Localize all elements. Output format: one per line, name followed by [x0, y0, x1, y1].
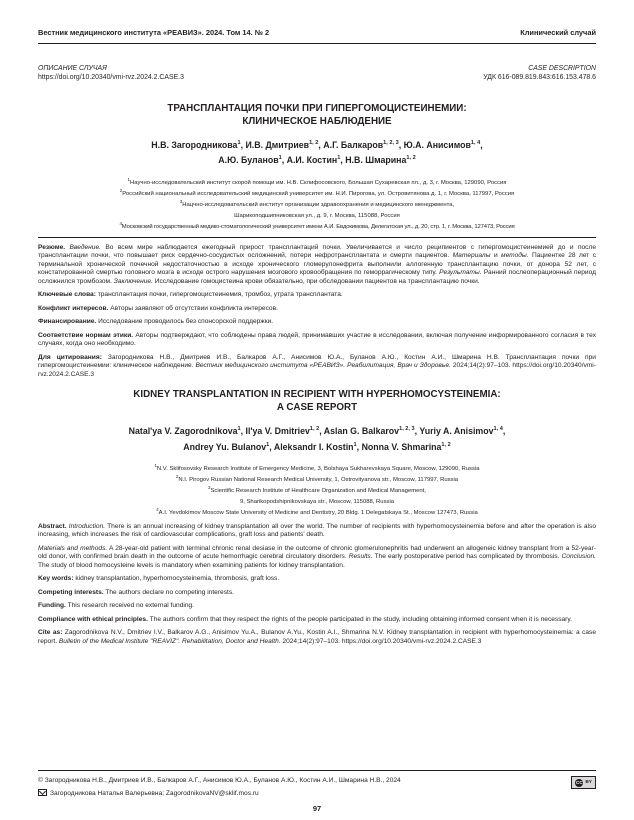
author: Natal'ya V. Zagorodnikova$^1$,	[128, 426, 246, 437]
title-ru-line2: КЛИНИЧЕСКОЕ НАБЛЮДЕНИЕ	[242, 115, 392, 127]
author: А.Ю. Буланов$^1$,	[218, 155, 287, 166]
section-label: Клинический случай	[520, 28, 596, 37]
meta-right	[483, 64, 596, 82]
abstract-en: Abstract. Introduction. There is an annual increasing of kidney transplantation all over the world. The number of recipients with hyperhomocysteinemia before and after the operation is also increasing, which increases the risk of cardiovascular complications, graft loss and patients' death.	[38, 522, 596, 539]
abstract-ru: Резюме. Введение. Во всем мире наблюдается ежегодный прирост трансплантаций почки. Увеличивается и число реципиентов с гипергомоцистеинемией до и после трансплантации почки, что повышает риск сердечно-сосудистых осложнений, потери нефротрансплантата и смерти пациентов. Материалы и методы. Пациентке 28 лет с терминальной хронической почечной недостаточностью в исходе хронического гломерулонефрита выполнили аллогенную трансплантацию почки, от донора 52 лет, с констатированной смертью головного мозга в исходе острого нарушения мозгового кровообращения по геморрагическому типу. Результаты. Ранний послеоперационный период осложнился тромбозом. Заключение. Исследование гомоцистеина крови обязательно, при обследовании пациентов на трансплантацию почки.	[38, 237, 596, 287]
mail-icon	[38, 789, 47, 796]
conflict-ru: Конфликт интересов. Авторы заявляют об отсутствии конфликта интересов.	[38, 304, 278, 312]
cc-by-label: BY	[585, 780, 592, 785]
page-footer	[38, 770, 596, 798]
affiliation: 9, Sharikopodshipnikovskaya str., Moscow, 115088, Russia	[239, 498, 395, 505]
funding-ru: Финансирование. Исследование проводилось без спонсорской поддержки.	[38, 318, 274, 326]
page-number: 97	[312, 804, 322, 813]
journal-name: Вестник медицинского института «РЕАВИЗ». 2024. Том 14. № 2	[38, 28, 270, 37]
affiliation: $^1$N.V. Sklifosovsky Research Institute of Emergency Medicine, 3, Bolshaya Sukharevskaya Square, Moscow, 129090, Russia	[154, 463, 480, 472]
affiliation: $^4$Московский государственный медико-стоматологический университет имени А.И. Евдокимова, Делегатская ул., д. 20, стр. 1, г. Москва, 127473, Россия	[119, 220, 515, 230]
authors-en-line2	[38, 439, 596, 454]
meta-left	[38, 64, 184, 82]
contact-text[interactable]: Загородникова Наталья Валерьевна; ZagorodnikovaNV@sklif.mos.ru	[50, 790, 259, 797]
author: Aslan G. Balkarov$^{1, 2, 3}$,	[323, 426, 420, 437]
author: А.И. Костин$^1$,	[286, 155, 346, 166]
author: Il'ya V. Dmitriev$^{1, 2}$,	[245, 426, 324, 437]
authors-en-line1	[38, 423, 596, 438]
affiliations-ru	[38, 176, 596, 231]
ethics-ru: Соответствие нормам этики. Авторы подтверждают, что соблюдены права людей, принимавших участие в исследовании, включая получение информированного согласия в тех случаях, когда оно необходимо.	[38, 331, 596, 348]
authors-ru-line2	[38, 152, 596, 167]
affiliation: $^3$Нацчно-исследовательский институт организации здравоохранения и медицинского менеджмента,	[179, 198, 455, 208]
keywords-en: Key words: kidney transplantation, hyperhomocysteinemia, thrombosis, graft loss.	[38, 575, 280, 583]
citation-ru: Для цитирования: Загородникова Н.В., Дмитриев И.В., Балкаров А.Г., Анисимов Ю.А., Буланов А.Ю., Костин А.И., Шмарина Н.В. Трансплантация почки при гипергомоцистеинемии: клиническое наблюдение. Вестник медицинского института «РЕАВИЗ». Реабилитация, Врач и Здоровье. 2024;14(2):97–103. https://doi.org/10.20340/vmi-rvz.2024.2.CASE.3	[38, 353, 596, 378]
affiliation: $^4$A.I. Yevdokimov Moscow State University of Medicine and Dentistry, 20 Bldg. 1 Delegatskaya St., Moscow 127473, Russia	[156, 506, 478, 516]
author: А.Г. Балкаров$^{1, 2, 3}$,	[323, 139, 404, 150]
doi-link[interactable]: https://doi.org/10.20340/vmi-rvz.2024.2.CASE.3	[38, 74, 184, 81]
article-type-ru: ОПИСАНИЕ СЛУЧАЯ	[38, 65, 107, 72]
author: Nonna V. Shmarina$^{1, 2}$	[361, 441, 451, 452]
affiliation: $^3$Scientific Research Institute of Healthcare Organization and Medical Management,	[208, 484, 426, 494]
affiliation: $^2$N.I. Pirogov Russian National Research Medical University, 1, Ostrovityanova str., Moscow, 117997, Russia	[175, 474, 459, 483]
author: И.В. Дмитриев$^{1, 2}$,	[245, 139, 324, 150]
competing-en: Competing interests. The authors declare no competing interests.	[38, 588, 234, 596]
title-en	[38, 389, 596, 414]
title-en-line1: KIDNEY TRANSPLANTATION IN RECIPIENT WITH HYPERHOMOCYSTEINEMIA:	[133, 389, 501, 401]
article-meta	[38, 64, 596, 82]
cc-license-badge[interactable]	[571, 776, 596, 789]
author: Ю.А. Анисимов$^{1, 4}$,	[403, 139, 483, 150]
author: Н.В. Шмарина$^{1, 2}$	[345, 155, 416, 166]
authors-ru-line1	[38, 137, 596, 152]
authors-en	[38, 423, 596, 454]
keywords-ru: Ключевые слова: трансплантация почки, гипергомоцистеинемия, тромбоз, утрата трансплантата.	[38, 291, 343, 299]
title-ru-line1: ТРАНСПЛАНТАЦИЯ ПОЧКИ ПРИ ГИПЕРГОМОЦИСТЕИНЕМИИ:	[167, 103, 467, 114]
article-type-en: CASE DESCRIPTION	[528, 65, 596, 72]
title-ru	[38, 103, 596, 128]
author: Aleksandr I. Kostin$^1$,	[273, 441, 362, 452]
affiliation: $^1$Научно-исследовательский институт скорой помощи им. Н.В. Склифосовского, Большая Сухаревская пл., д. 3, г. Москва, 129090, Россия	[127, 176, 507, 186]
running-header	[38, 28, 596, 44]
funding-en: Funding. This research received no external funding.	[38, 602, 195, 610]
title-en-line2: A CASE REPORT	[276, 401, 358, 413]
affiliation: $^2$Российский национальный исследовательский медицинский университет им. Н.И. Пирогова, ул. Островитянова д. 1, г. Москва, 117997, Россия	[119, 187, 515, 197]
affiliation: Шарикоподшипниковская ул., д. 9, г. Москва, 115088, Россия	[234, 212, 400, 219]
cc-icon: CC	[576, 780, 583, 785]
udk-code: УДК 616-089.819.843:616.153.478.6	[483, 74, 596, 81]
affiliations-en	[38, 462, 596, 517]
abstract-en-methods: Materials and methods. A 28-year-old patient with terminal chronic renal desiase in the outcome of chronic glomerulonephritis had underwent an allogeneic kidney transplant from a 52-year-old donor, with confirmed brain death in the outcome of acute hemorrhagic cerebral circulatory disorders. Results. The early postoperative period has complicated by thrombosis. Conclusion. The study of blood homocysteine levels is mandatory when examining patients for kidney transplantation.	[38, 544, 596, 569]
author: Yuriy A. Anisimov$^{1, 4}$,	[419, 426, 506, 437]
author: Н.В. Загородникова$^1$,	[151, 139, 246, 150]
author: Andrey Yu. Bulanov$^1$,	[183, 441, 274, 452]
compliance-en: Compliance with ethical principles. The authors confirm that they respect the rights of the people participated in the study, including obtaining informed consent when it is necessary.	[38, 615, 573, 623]
authors-ru	[38, 137, 596, 168]
copyright-row	[38, 776, 596, 789]
citation-en: Cite as: Zagorodnikova N.V., Dmitriev I.V., Balkarov A.G., Anisimov Yu.A., Bulanov A.Yu., Kostin A.I., Shmarina N.V. Kidney transplantation in recipient with hyperhomocysteinemia: a case report. Bulletin of the Medical Institute "REAVIZ". Rehabilitation, Doctor and Health. 2024;14(2):97–103. https://doi.org/10.20340/vmi-rvz.2024.2.CASE.3	[38, 629, 596, 645]
contact-row	[38, 789, 596, 798]
copyright-text: © Загородникова Н.В., Дмитриев И.В., Балкаров А.Г., Анисимов Ю.А., Буланов А.Ю., Костин А.И., Шмарина Н.В., 2024	[38, 777, 401, 784]
